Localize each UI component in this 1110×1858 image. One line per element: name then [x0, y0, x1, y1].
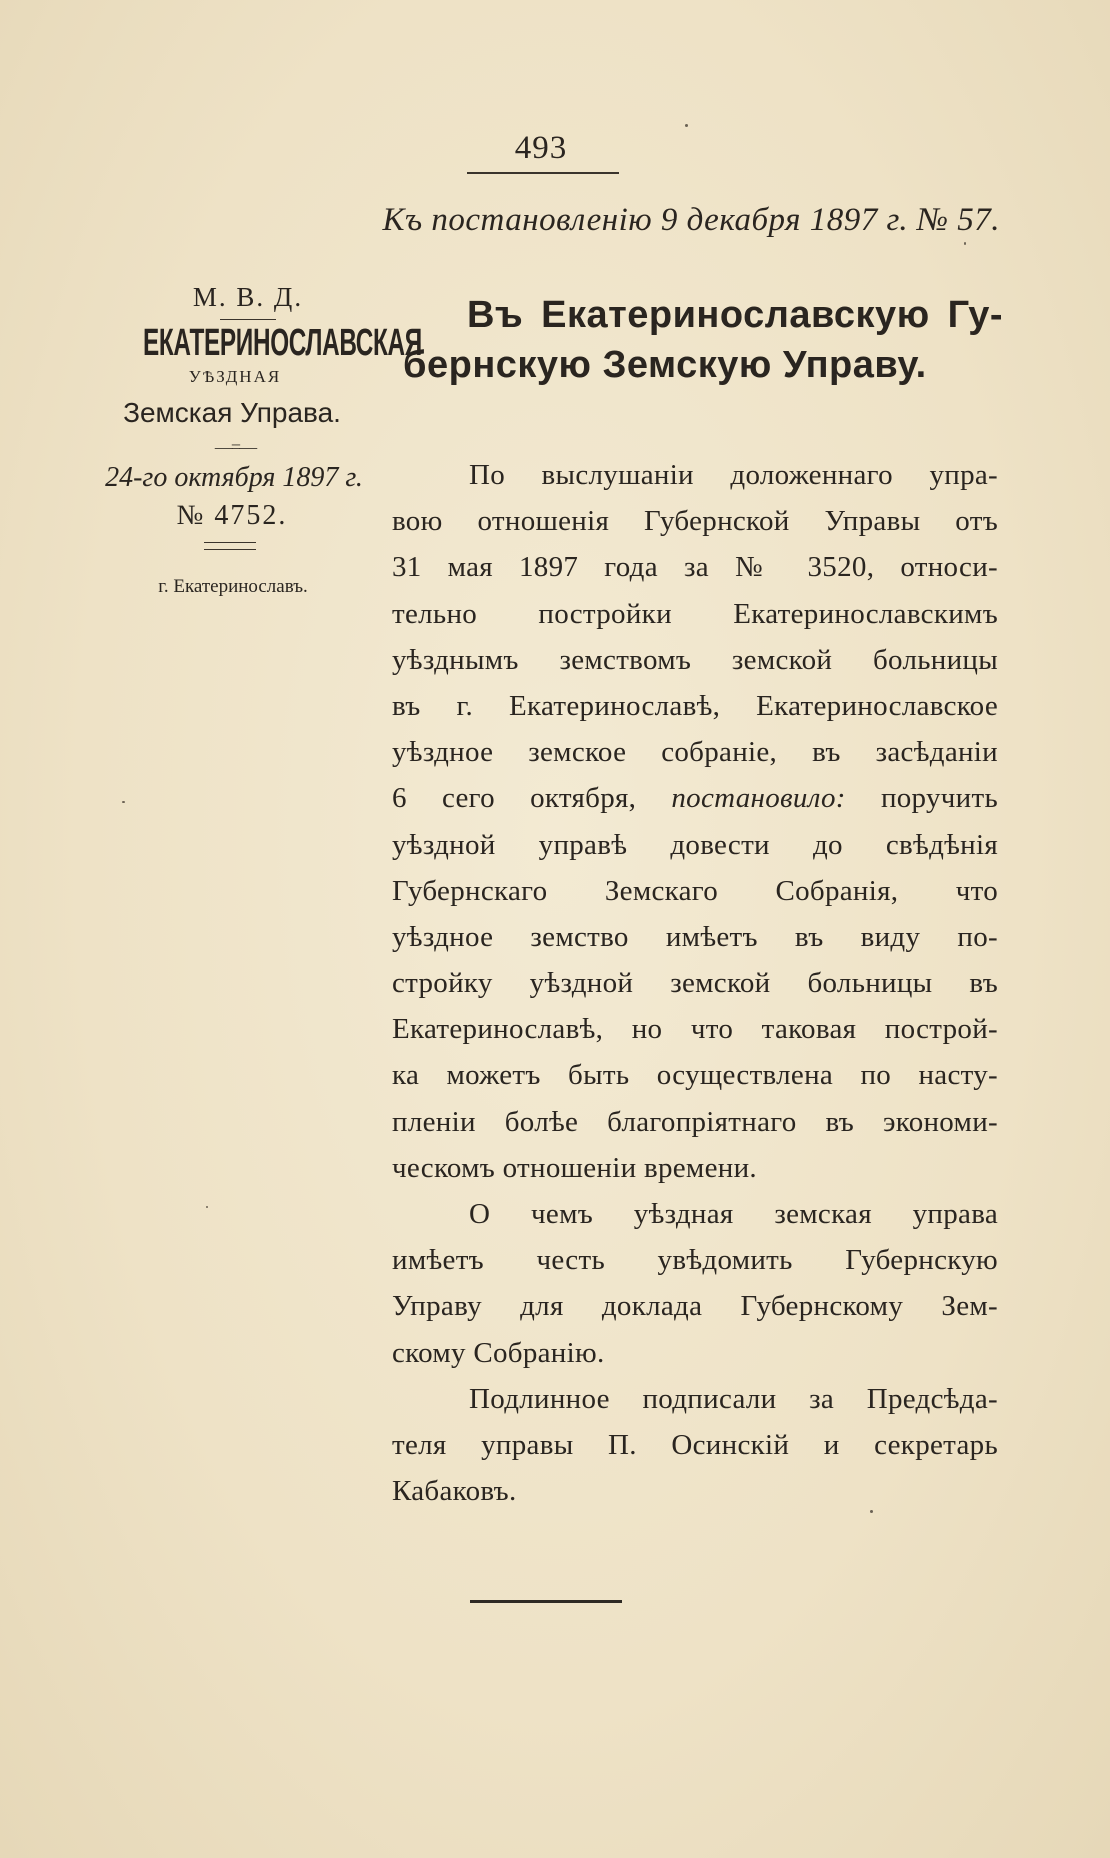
- body-text-fragment: 6 сего октября,: [392, 782, 637, 815]
- ornament-divider: —=—: [214, 437, 256, 457]
- page-number: 493: [514, 130, 568, 166]
- closing-rule: [470, 1600, 622, 1603]
- body-line: въ г. Екатеринославѣ, Екатеринославское: [392, 689, 998, 722]
- city-name: г. Екатеринославъ.: [158, 576, 308, 597]
- body-line: скому Собранію.: [392, 1336, 605, 1369]
- body-line: вою отношенія Губернской Управы отъ: [392, 505, 998, 538]
- body-line: ческомъ отношеніи времени.: [392, 1151, 757, 1184]
- ministry-abbreviation: М. В. Д.: [192, 282, 304, 312]
- authority-name: ЕКАТЕРИНОСЛАВСКАЯ: [143, 322, 422, 364]
- body-line: имѣетъ честь увѣдомить Губернскую: [392, 1244, 998, 1277]
- body-line: О чемъ уѣздная земская управа: [469, 1198, 998, 1230]
- letter-body: [392, 452, 998, 1514]
- body-line-with-emphasis: [392, 775, 998, 821]
- body-line: Подлинное подписали за Предсѣда-: [469, 1382, 998, 1415]
- number-double-rule: [204, 542, 256, 550]
- document-date: 24-го октября 1897 г.: [105, 462, 363, 493]
- body-line: пленіи болѣе благопріятнаго въ экономи-: [392, 1105, 998, 1138]
- header-rule: [467, 172, 619, 174]
- body-line: уѣзднымъ земствомъ земской больницы: [392, 643, 998, 676]
- body-line: По выслушаніи доложеннаго упра-: [469, 459, 998, 491]
- addressee-heading: [393, 290, 1003, 390]
- body-line: уѣздное земство имѣетъ въ виду по-: [392, 920, 998, 953]
- resolution-reference: Къ постановленію 9 декабря 1897 г. № 57.: [382, 202, 1000, 238]
- sender-block: [90, 282, 422, 598]
- body-line: уѣздной управѣ довести до свѣдѣнія: [392, 828, 998, 861]
- body-line: Екатеринославѣ, но что таковая построй-: [392, 1013, 998, 1046]
- paper-speck: [206, 1206, 208, 1208]
- body-line: ка можетъ быть осуществлена по насту-: [392, 1059, 998, 1092]
- body-text-fragment: поручить: [880, 782, 998, 815]
- paper-speck: [870, 1510, 873, 1513]
- addressee-line-2: бернскую Земскую Управу.: [403, 344, 927, 386]
- paper-speck: [122, 801, 125, 803]
- paper-speck: [964, 242, 966, 245]
- document-number: № 4752.: [176, 500, 288, 531]
- emphasized-word: постановило:: [671, 782, 846, 815]
- district-label: УѢЗДНАЯ: [188, 367, 282, 386]
- body-line: стройку уѣздной земской больницы въ: [392, 967, 998, 1000]
- ministry-rule: [220, 319, 276, 320]
- body-line: уѣздное земское собраніе, въ засѣданіи: [392, 736, 998, 769]
- body-line: 31 мая 1897 года за № 3520, относи-: [392, 551, 998, 584]
- body-line: тельно постройки Екатеринославскимъ: [392, 597, 998, 630]
- body-line: Кабаковъ.: [392, 1475, 517, 1508]
- board-name: Земская Управа.: [123, 397, 341, 428]
- paper-speck: [685, 124, 688, 127]
- body-line: Губернскаго Земскаго Собранія, что: [392, 874, 998, 907]
- body-line: Управу для доклада Губернскому Зем-: [392, 1290, 998, 1323]
- addressee-line-1: Въ Екатеринославскую Гу-: [467, 294, 1003, 336]
- body-line: теля управы П. Осинскій и секретарь: [392, 1428, 998, 1461]
